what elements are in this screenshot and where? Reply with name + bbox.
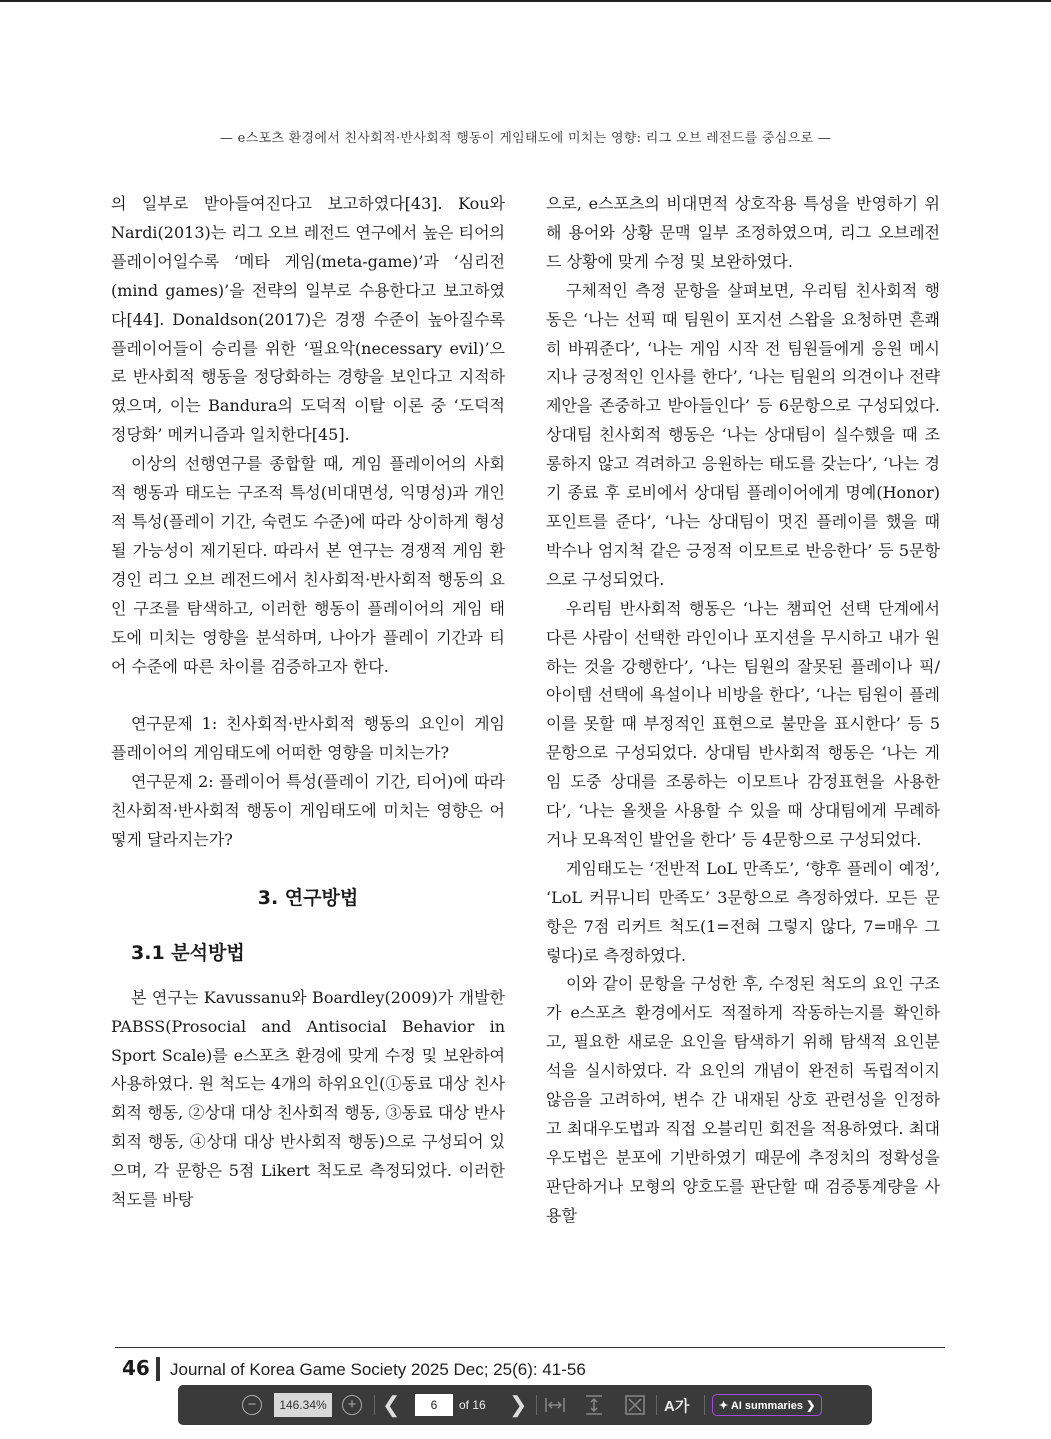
top-rule (0, 0, 1051, 2)
fit-height-icon (583, 1394, 605, 1416)
plus-icon: + (342, 1395, 362, 1415)
ai-summaries-button[interactable] (712, 1393, 822, 1417)
minus-icon: − (242, 1395, 262, 1415)
divider (374, 1395, 375, 1415)
chevron-left-icon: ❮ (382, 1392, 401, 1417)
zoom-level[interactable] (274, 1393, 332, 1417)
paragraph: 게임태도는 ‘전반적 LoL 만족도’, ‘향후 플레이 예정’, ‘LoL 커뮤니티 만족도’ 3문항으로 측정하였다. 모든 문항은 7점 리커트 척도(1=전혀 그렇지 않다, 7=매우 그렇다)로 측정하였다. (546, 858, 940, 965)
page-total (459, 1393, 486, 1417)
paragraph: 으로, e스포츠의 비대면적 상호작용 특성을 반영하기 위해 용어와 상황 문맥 일부 조정하였으며, 리그 오브레전드 상황에 맞게 수정 및 보완하였다. (546, 194, 940, 271)
footer-rule (115, 1347, 945, 1348)
subsection-title: 3.1 분석방법 (131, 941, 245, 964)
page-number-field[interactable] (415, 1393, 453, 1417)
section-title: 3. 연구방법 (257, 886, 359, 909)
fullscreen-button[interactable] (624, 1393, 646, 1417)
running-head: — e스포츠 환경에서 친사회적·반사회적 행동이 게임태도에 미치는 영향: 리그 오브 레전드를 중심으로 — (219, 131, 832, 146)
divider (536, 1395, 537, 1415)
divider (656, 1395, 657, 1415)
page-input[interactable] (415, 1394, 453, 1416)
paragraph: 우리팀 반사회적 행동은 ‘나는 챔피언 선택 단계에서 다른 사람이 선택한 라인이나 포지션을 무시하고 내가 원하는 것을 강행한다’, ‘나는 팀원의 잘못된 플레이나 픽/아이템 선택에 욕설이나 비방을 한다’, ‘나는 팀원이 플레이를 못할 때 부정적인 표현으로 불만을 표시한다’ 등 5문항으로 구성되었다. 상대팀 반사회적 행동은 ‘나는 게임 도중 상대를 조롱하는 이모트나 감정표현을 사용한다’, ‘나는 올챗을 사용할 수 있을 때 상대팀에게 무례하거나 모욕적인 발언을 한다’ 등 4문항으로 구성되었다. (546, 598, 940, 849)
left-column (111, 190, 505, 1215)
fit-page-button[interactable] (583, 1393, 605, 1417)
paragraph: 의 일부로 받아들여진다고 보고하였다[43]. Kou와 Nardi(2013)는 리그 오브 레전드 연구에서 높은 티어의 플레이어일수록 ‘메타 게임(meta-game)’과 ‘심리전(mind games)’을 전략의 일부로 수용한다고 보고하였다[44]. Donaldson(2017)은 경쟁 수준이 높아질수록 플레이어들이 승리를 위한 ‘필요악(necessary evil)’으로 반사회적 행동을 정당화하는 경향을 보인다고 지적하였으며, 이는 Bandura의 도덕적 이탈 이론 중 ‘도덕적 정당화’ 메커니즘과 일치한다[45]. (111, 194, 505, 445)
translate-icon: A가 (664, 1397, 690, 1415)
page-number-bar (156, 1357, 160, 1381)
chevron-right-icon: ❯ (509, 1392, 528, 1417)
paragraph: 본 연구는 Kavussanu와 Boardley(2009)가 개발한 PABSS(Prosocial and Antisocial Behavior in Sport Scale)를 e스포츠 환경에 맞게 수정 및 보완하여 사용하였다. 원 척도는 4개의 하위요인(①동료 대상 친사회적 행동, ②상대 대상 친사회적 행동, ③동료 대상 반사회적 행동, ④상대 대상 반사회적 행동)으로 구성되어 있으며, 각 문항은 5점 Likert 척도로 측정되었다. 이러한 척도를 바탕 (111, 987, 505, 1210)
fit-width-icon (544, 1395, 566, 1415)
page-total-label: of 16 (459, 1398, 486, 1412)
fit-width-button[interactable] (544, 1393, 566, 1417)
previous-page-button[interactable] (382, 1393, 400, 1417)
paragraph: 이와 같이 문항을 구성한 후, 수정된 척도의 요인 구조가 e스포츠 환경에서도 적절하게 작동하는지를 확인하고, 필요한 새로운 요인을 탐색하기 위해 탐색적 요인분석을 실시하였다. 각 요인의 개념이 완전히 독립적이지 않음을 고려하여, 변수 간 내재된 상호 관련성을 인정하고 최대우도법과 직접 오블리민 회전을 적용하였다. 최대우도법은 분포에 기반하였기 때문에 추정치의 정확성을 판단하거나 모형의 양호도를 판단할 때 검증통계량을 사용할 (546, 974, 940, 1225)
zoom-in-button[interactable] (342, 1393, 362, 1417)
paragraph: 구체적인 측정 문항을 살펴보면, 우리팀 친사회적 행동은 ‘나는 선픽 때 팀원이 포지션 스왑을 요청하면 흔쾌히 바꿔준다’, ‘나는 게임 시작 전 팀원들에게 응원 메시지나 긍정적인 인사를 한다’, ‘나는 팀원의 의견이나 전략 제안을 존중하고 받아들인다’ 등 6문항으로 구성되었다. 상대팀 친사회적 행동은 ‘나는 상대팀이 실수했을 때 조롱하지 않고 격려하고 응원하는 태도를 갖는다’, ‘나는 경기 종료 후 로비에서 상대팀 플레이어에게 명예(Honor) 포인트를 준다’, ‘나는 상대팀이 멋진 플레이를 했을 때 박수나 엄지척 같은 긍정적 이모트로 반응한다’ 등 5문항으로 구성되었다. (546, 280, 940, 589)
zoom-out-button[interactable] (242, 1393, 262, 1417)
paragraph: 이상의 선행연구를 종합할 때, 게임 플레이어의 사회적 행동과 태도는 구조적 특성(비대면성, 익명성)과 개인적 특성(플레이 기간, 숙련도 수준)에 따라 상이하게 형성될 가능성이 제기된다. 따라서 본 연구는 경쟁적 게임 환경인 리그 오브 레전드에서 친사회적·반사회적 행동의 요인 구조를 탐색하고, 이러한 행동이 플레이어의 게임 태도에 미치는 영향을 분석하며, 나아가 플레이 기간과 티어 수준에 따른 차이를 검증하고자 한다. (111, 454, 505, 676)
translate-button[interactable] (664, 1393, 689, 1417)
divider (704, 1395, 705, 1415)
journal-citation: Journal of Korea Game Society 2025 Dec; 25(6): 41-56 (170, 1360, 586, 1379)
page-number: 46 (122, 1356, 150, 1380)
zoom-value: 146.34% (274, 1393, 332, 1417)
fullscreen-icon (624, 1394, 646, 1416)
research-question-2: 연구문제 2: 플레이어 특성(플레이 기간, 티어)에 따라 친사회적·반사회적 행동이 게임태도에 미치는 영향은 어떻게 달라지는가? (111, 772, 505, 850)
spacer (111, 681, 505, 710)
right-column (546, 190, 940, 1231)
pdf-viewer-toolbar (178, 1385, 872, 1425)
ai-summaries-label: ✦ AI summaries ❯ (712, 1394, 822, 1416)
next-page-button[interactable] (509, 1393, 527, 1417)
research-question-1: 연구문제 1: 친사회적·반사회적 행동의 요인이 게임 플레이어의 게임태도에 어떠한 영향을 미치는가? (111, 714, 505, 763)
